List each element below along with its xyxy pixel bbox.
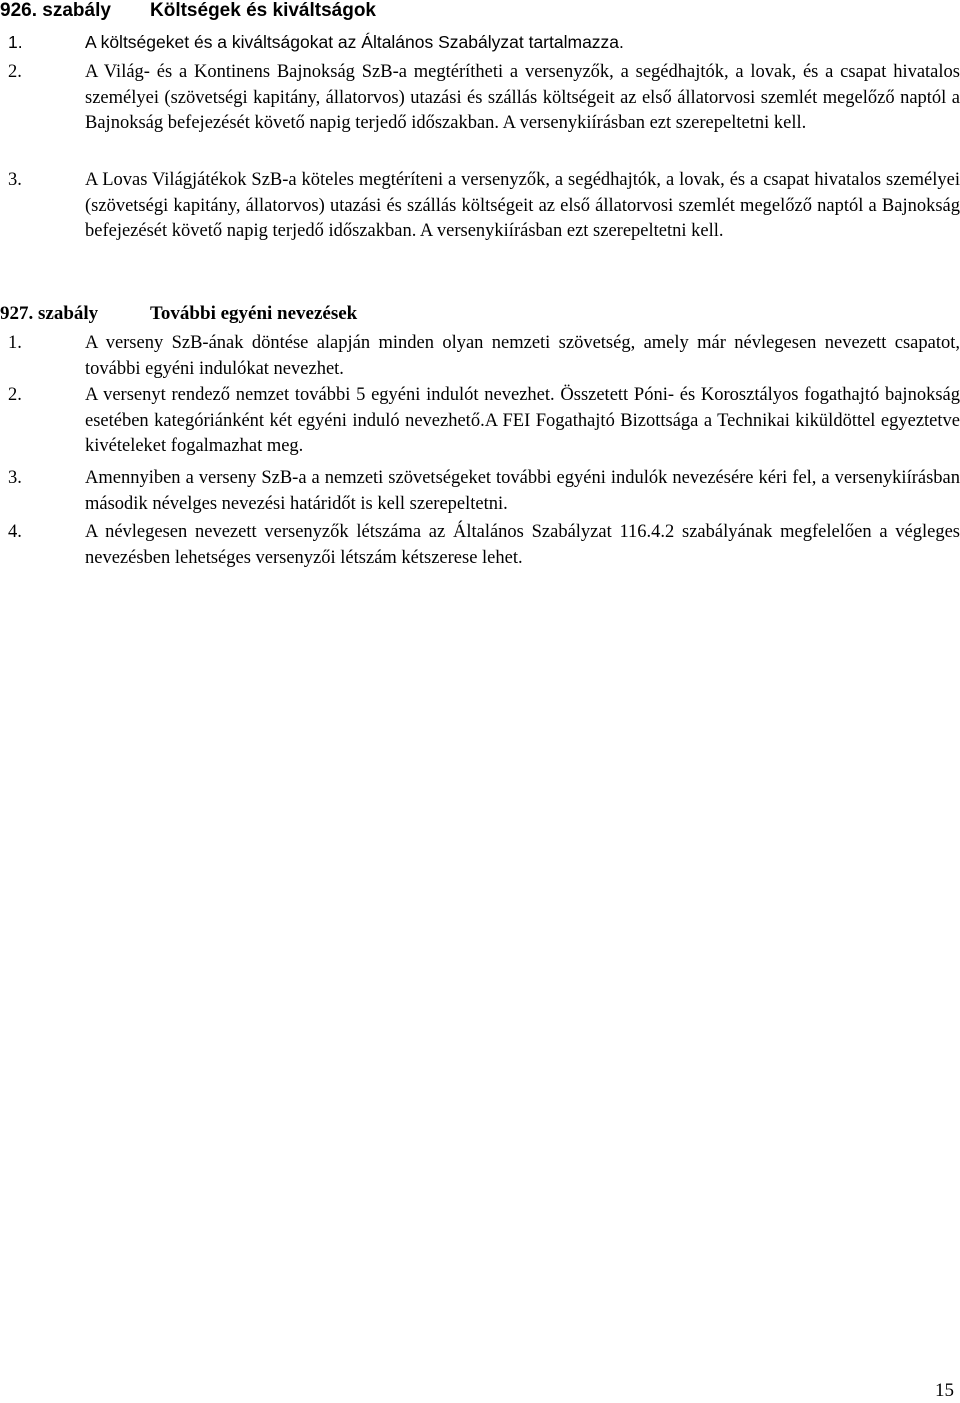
item-number: 3. (8, 170, 22, 190)
item-number: 4. (8, 522, 22, 542)
item-text: A Lovas Világjátékok SzB-a köteles megtéríteni a versenyzők, a segédhajtók, a lovak, és a csapat hivatalos személyei (szövetségi kapitány, állatorvos) utazási és szállás költségeit az első állatorvosi szemlét megelőző naptól a Bajnokság befejezését követő napig terjedő időszakban. A versenykiírásban ezt szerepeltetni kell. (85, 170, 960, 241)
section-927-item-2 (0, 383, 960, 460)
section-927-item-4 (0, 520, 960, 571)
item-text: A Világ- és a Kontinens Bajnokság SzB-a megtérítheti a versenyzők, a segédhajtók, a lovak, és a csapat hivatalos személyei (szövetségi kapitány, állatorvos) utazási és szállás költségeit az első állatorvosi szemlét megelőző naptól a Bajnokság befejezését követő napig terjedő időszakban. A versenykiírásban ezt szerepeltetni kell. (85, 62, 960, 133)
item-text: Amennyiben a verseny SzB-a a nemzeti szövetségeket további egyéni indulók nevezésére kéri fel, a versenykiírásban második névelges nevezési határidőt is kell szerepeltetni. (85, 468, 960, 514)
section-926-heading (0, 0, 376, 22)
item-text: A névlegesen nevezett versenyzők létszáma az Általános Szabályzat 116.4.2 szabályának megfelelően a végleges nevezésben lehetséges versenyzői létszám kétszerese lehet. (85, 522, 960, 568)
item-number: 1. (8, 333, 22, 353)
section-926-item-2 (0, 60, 960, 137)
item-text: A költségeket és a kiváltságokat az Általános Szabályzat tartalmazza. (85, 32, 624, 52)
item-text: A verseny SzB-ának döntése alapján minden olyan nemzeti szövetség, amely már névlegesen nevezett csapatot, további egyéni indulókat nevezhet. (85, 333, 960, 379)
section-926-item-3 (0, 168, 960, 245)
item-number: 2. (8, 62, 22, 82)
item-text: A versenyt rendező nemzet további 5 egyéni indulót nevezhet. Összetett Póni- és Korosztályos fogathajtó bajnokság esetében kategóriánként két egyéni induló nevezhető.A FEI Fogathajtó Bizottsága a Technikai kiküldöttel egyeztetve kivételeket fogalmazhat meg. (85, 385, 960, 456)
section-927-heading (0, 303, 357, 325)
section-927-item-3 (0, 466, 960, 517)
item-number: 1. (8, 32, 23, 52)
section-926-number: 926. szabály (0, 0, 111, 21)
item-number: 3. (8, 468, 22, 488)
item-number: 2. (8, 385, 22, 405)
section-927-number: 927. szabály (0, 303, 99, 324)
section-927-title: További egyéni nevezések (150, 303, 358, 324)
section-926-item-1 (0, 30, 960, 56)
section-927-item-1 (0, 331, 960, 382)
section-926-title: Költségek és kiváltságok (150, 0, 376, 21)
page-number: 15 (935, 1380, 954, 1401)
